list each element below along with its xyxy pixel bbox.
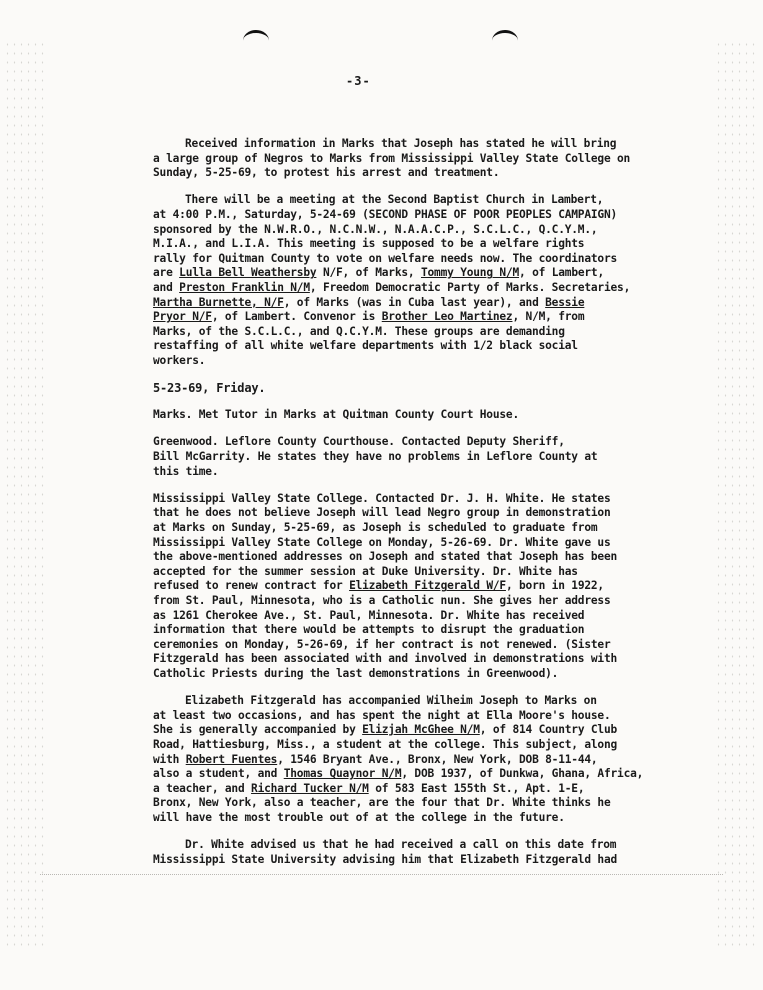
text-line — [153, 208, 663, 223]
text-segment: with — [153, 752, 186, 766]
text-segment: Mississippi State University advising him that Elizabeth Fitzgerald had — [153, 852, 618, 866]
text-segment: will have the most trouble out of at the college in the future. — [153, 810, 565, 824]
text-line — [153, 521, 663, 536]
underlined-name: Bessie — [545, 295, 585, 309]
text-segment: ceremonies on Monday, 5-26-69, if her contract is not renewed. (Sister — [153, 637, 611, 651]
text-line — [153, 767, 663, 782]
text-segment: Marks, of the S.C.L.C., and Q.C.Y.M. These groups are demanding — [153, 324, 565, 338]
text-segment: that he does not believe Joseph will lead Negro group in demonstration — [153, 506, 611, 520]
underlined-name: Thomas Quaynor N/M — [283, 767, 402, 781]
text-segment: of 583 East 155th St., Apt. 1-E, — [368, 781, 585, 795]
text-segment: as 1261 Cherokee Ave., St. Paul, Minnesota. Dr. White has received — [153, 608, 585, 622]
text-segment: Marks. Met Tutor in Marks at Quitman County Court House. — [153, 408, 519, 422]
text-line — [153, 738, 663, 753]
text-line — [153, 137, 663, 152]
text-line — [153, 408, 663, 423]
text-segment: from St. Paul, Minnesota, who is a Catholic nun. She gives her address — [153, 594, 611, 607]
text-line — [153, 652, 663, 667]
text-line — [153, 310, 663, 325]
text-line — [153, 623, 663, 638]
text-segment: 5-23-69, Friday. — [153, 381, 266, 396]
text-segment: at 4:00 P.M., Saturday, 5-24-69 (SECOND PHASE OF POOR PEOPLES CAMPAIGN) — [153, 207, 618, 221]
text-segment: Fitzgerald has been associated with and involved in demonstrations with — [153, 652, 618, 666]
text-segment: sponsored by the N.W.R.O., N.C.N.W., N.A.A.C.P., S.C.L.C., Q.C.Y.M., — [153, 222, 598, 236]
paragraph-gap — [153, 826, 663, 839]
page-number: -3- — [346, 74, 371, 88]
text-segment: Mississippi Valley State College on Monday, 5-26-69. Dr. White gave us — [153, 535, 611, 549]
paragraph — [153, 694, 663, 825]
text-line — [153, 237, 663, 252]
text-segment: workers. — [153, 353, 206, 367]
text-line — [153, 796, 663, 811]
paragraph-gap — [153, 396, 663, 409]
text-line — [153, 506, 663, 521]
scan-noise-right — [715, 40, 759, 950]
text-segment: , N/M, from — [512, 310, 585, 324]
text-segment: Sunday, 5-25-69, to protest his arrest and treatment. — [153, 166, 500, 180]
text-line — [153, 193, 663, 208]
text-segment: , of Marks (was in Cuba last year), and — [283, 295, 546, 309]
underlined-name: Elizjah McGhee N/M — [362, 723, 480, 737]
text-line — [153, 166, 663, 181]
text-segment: She is generally accompanied by — [153, 723, 363, 737]
text-line — [153, 811, 663, 826]
text-segment: also a student, and — [153, 767, 284, 781]
text-segment: , of 814 Country Club — [479, 723, 618, 737]
paragraph-gap — [153, 479, 663, 492]
text-segment: There will be a meeting at the Second Baptist Church in Lambert, — [185, 193, 604, 207]
text-segment: , born in 1922, — [505, 579, 604, 593]
text-line — [153, 723, 663, 738]
text-line — [153, 709, 663, 724]
text-segment: , DOB 1937, of Dunkwa, Ghana, Africa, — [401, 767, 644, 781]
text-line — [153, 782, 663, 797]
text-line — [153, 853, 663, 868]
text-line — [153, 281, 663, 296]
underlined-name: Tommy Young N/M — [420, 266, 520, 280]
text-segment: Bill McGarrity. He states they have no problems in Leflore County at — [153, 450, 598, 464]
text-segment: , Freedom Democratic Party of Marks. Secretaries, — [309, 280, 631, 294]
text-segment: Dr. White advised us that he had received a call on this date from — [185, 838, 617, 852]
text-segment: at Marks on Sunday, 5-25-69, as Joseph is scheduled to graduate from — [153, 521, 598, 535]
paragraph — [153, 137, 663, 181]
text-line — [153, 435, 663, 450]
underlined-name: Brother Leo Martinez — [381, 310, 513, 324]
text-line — [153, 465, 663, 480]
underlined-name: Robert Fuentes — [185, 752, 278, 766]
paragraph-gap — [153, 682, 663, 695]
text-segment: Elizabeth Fitzgerald has accompanied Wilheim Joseph to Marks on — [185, 694, 597, 708]
paragraph — [153, 492, 663, 682]
underlined-name: Elizabeth Fitzgerald W/F — [349, 579, 506, 593]
text-segment: Received information in Marks that Joseph has stated he will bring — [185, 137, 617, 150]
scan-artifact-line — [40, 874, 723, 875]
text-line — [153, 325, 663, 340]
text-segment: refused to renew contract for — [153, 579, 350, 593]
text-segment: rally for Quitman County to vote on welfare needs now. The coordinators — [153, 251, 618, 265]
paragraph-gap — [153, 181, 663, 194]
text-line — [153, 536, 663, 551]
text-line — [153, 565, 663, 580]
text-segment: , 1546 Bryant Ave., Bronx, New York, DOB 8-11-44, — [277, 752, 598, 766]
text-segment: accepted for the summer session at Duke University. Dr. White has — [153, 564, 578, 578]
scan-noise-left — [4, 40, 48, 950]
text-segment: and — [153, 280, 180, 294]
text-segment: , of Lambert, — [519, 266, 604, 280]
underlined-name: Martha Burnette, N/F — [153, 295, 284, 309]
date-heading — [153, 381, 663, 396]
paragraph-gap — [153, 369, 663, 382]
text-line — [153, 223, 663, 238]
text-line — [153, 296, 663, 311]
text-segment: Mississippi Valley State College. Contacted Dr. J. H. White. He states — [153, 491, 611, 505]
underlined-name: Pryor N/F — [153, 310, 212, 324]
punch-hole-mark-left — [243, 30, 269, 51]
text-segment: , of Lambert. Convenor is — [211, 310, 382, 324]
underlined-name: Lulla Bell Weathersby — [179, 266, 317, 280]
text-segment: at least two occasions, and has spent the night at Ella Moore's house. — [153, 708, 611, 722]
document-body — [153, 137, 663, 867]
text-line — [153, 638, 663, 653]
text-segment: information that there would be attempts to disrupt the graduation — [153, 623, 585, 637]
text-line — [153, 594, 663, 609]
text-line — [153, 694, 663, 709]
underlined-name: Richard Tucker N/M — [251, 781, 369, 795]
text-segment: are — [153, 266, 180, 280]
text-line — [153, 838, 663, 853]
text-segment: this time. — [153, 464, 219, 478]
text-line — [153, 339, 663, 354]
text-line — [153, 450, 663, 465]
text-segment: the above-mentioned addresses on Joseph and stated that Joseph has been — [153, 550, 618, 564]
punch-hole-mark-right — [492, 30, 518, 51]
paragraph — [153, 435, 663, 479]
text-line — [153, 753, 663, 768]
text-segment: restaffing of all white welfare departments with 1/2 black social — [153, 339, 578, 353]
text-line — [153, 381, 663, 396]
text-line — [153, 550, 663, 565]
text-line — [153, 354, 663, 369]
text-line — [153, 252, 663, 267]
underlined-name: Preston Franklin N/M — [179, 280, 310, 294]
text-segment: N/F, of Marks, — [316, 266, 421, 280]
text-line — [153, 492, 663, 507]
paragraph — [153, 408, 663, 423]
text-line — [153, 667, 663, 682]
text-line — [153, 609, 663, 624]
text-segment: a large group of Negros to Marks from Mississippi Valley State College on — [153, 151, 631, 165]
text-segment: Bronx, New York, also a teacher, are the four that Dr. White thinks he — [153, 796, 611, 810]
text-segment: Catholic Priests during the last demonstrations in Greenwood). — [153, 666, 559, 680]
paragraph-gap — [153, 423, 663, 436]
text-line — [153, 579, 663, 594]
text-line — [153, 152, 663, 167]
text-segment: Greenwood. Leflore County Courthouse. Contacted Deputy Sheriff, — [153, 435, 565, 449]
text-line — [153, 266, 663, 281]
paragraph — [153, 838, 663, 867]
paragraph — [153, 193, 663, 368]
text-segment: a teacher, and — [153, 781, 252, 795]
text-segment: Road, Hattiesburg, Miss., a student at the college. This subject, along — [153, 737, 618, 751]
text-segment: M.I.A., and L.I.A. This meeting is supposed to be a welfare rights — [153, 237, 585, 251]
